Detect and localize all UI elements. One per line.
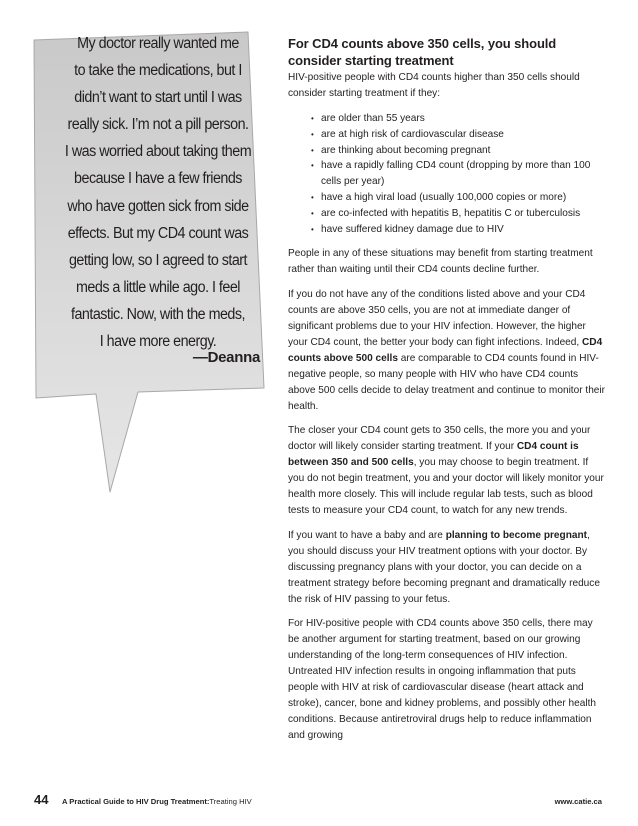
- quote-line: who have gotten sick from side: [67, 197, 249, 215]
- text-run: , you may choose to begin treatment. If you do not begin treatment, you and your doctor will likely monitor your health more closely. This will include regular lab tests, such as blood tests to measure your CD4 count, to watch for any new trends.: [288, 457, 604, 517]
- text-run: If you want to have a baby and are: [288, 529, 446, 541]
- emphasis-text: CD4 counts above 500 cells: [288, 336, 603, 364]
- paragraph: For HIV-positive people with CD4 counts above 350 cells, there may be another argument for starting treatment, based on our growing understanding of the long-term consequences of HIV infection. Untreated HIV infection results in ongoing inflammation that puts people with HIV at risk of cardiovascular disease (heart attack and stroke), cancer, bone and kidney problems, and possibly other health conditions. Because antiretroviral drugs help to reduce inflammation and growing: [288, 618, 597, 742]
- website-link[interactable]: www.catie.ca: [554, 797, 602, 806]
- quote-line: My doctor really wanted me: [77, 35, 239, 52]
- list-item: • have suffered kidney damage due to HIV: [312, 222, 606, 238]
- paragraph: People in any of these situations may benefit from starting treatment rather than waiting until their CD4 counts decline further.: [288, 248, 593, 276]
- page-footer: [34, 792, 602, 809]
- text-run: The closer your CD4 count gets to 350 cells, the more you and your doctor will likely consider starting treatment. If your: [288, 425, 591, 453]
- paragraph: [288, 287, 606, 415]
- list-item: • are at high risk of cardiovascular disease: [312, 127, 606, 143]
- quote-line: getting low, so I agreed to start: [68, 251, 248, 269]
- testimonial-quote: [50, 30, 266, 355]
- quote-line: because I have a few friends: [74, 170, 242, 188]
- book-title: [62, 797, 252, 806]
- intro-paragraph: HIV-positive people with CD4 counts higher than 350 cells should consider starting treatment if they:: [288, 72, 580, 99]
- paragraph: [288, 423, 606, 519]
- list-item: • are co-infected with hepatitis B, hepatitis C or tuberculosis: [312, 206, 606, 222]
- quote-bubble: [0, 0, 280, 500]
- section-heading: For CD4 counts above 350 cells, you should consider starting treatment: [288, 36, 557, 68]
- quote-line: fantastic. Now, with the meds,: [71, 305, 245, 323]
- quote-line: really sick. I’m not a pill person.: [67, 116, 249, 134]
- text-run: , you should discuss your HIV treatment options with your doctor. By discussing pregnancy plans with your doctor, you can decide on a treatment strategy before becoming pregnant and dramatically reduce the risk of HIV passing to your fetus.: [288, 529, 600, 605]
- quote-line: meds a little while ago. I feel: [76, 278, 240, 296]
- emphasis-text: CD4 count is between 350 and 500 cells: [288, 441, 579, 469]
- article-column: [288, 36, 606, 753]
- quote-line: I have more energy.: [99, 333, 217, 351]
- quote-line: I was worried about taking them: [64, 143, 252, 161]
- list-item: • are older than 55 years: [312, 111, 606, 127]
- list-item: • have a rapidly falling CD4 count (dropping by more than 100 cells per year): [312, 158, 606, 190]
- quote-line: effects. But my CD4 count was: [67, 224, 249, 242]
- quote-line: to take the medications, but I: [74, 62, 242, 80]
- list-item: • are thinking about becoming pregnant: [312, 143, 606, 159]
- paragraph: [288, 528, 606, 608]
- emphasis-text: planning to become pregnant: [445, 529, 588, 541]
- text-run: are comparable to CD4 counts found in HIV-negative people, so many people with HIV who have CD4 counts above 500 cells decide to delay treatment and continue to monitor their health.: [288, 352, 606, 412]
- quote-attribution: —Deanna: [192, 349, 260, 366]
- page-number: 44: [34, 792, 49, 807]
- text-run: If you do not have any of the conditions listed above and your CD4 counts are above 350 cells, you are not at immediate danger of significant problems due to your HIV infection. However, the higher your CD4 count, the better your body can fight infections. Indeed,: [288, 288, 586, 348]
- book-title-sub: Treating HIV: [209, 797, 252, 806]
- criteria-list: [288, 111, 606, 237]
- list-item: • have a high viral load (usually 100,000 copies or more): [312, 190, 606, 206]
- book-title-main: A Practical Guide to HIV Drug Treatment:: [62, 797, 210, 806]
- quote-line: didn’t want to start until I was: [74, 89, 242, 107]
